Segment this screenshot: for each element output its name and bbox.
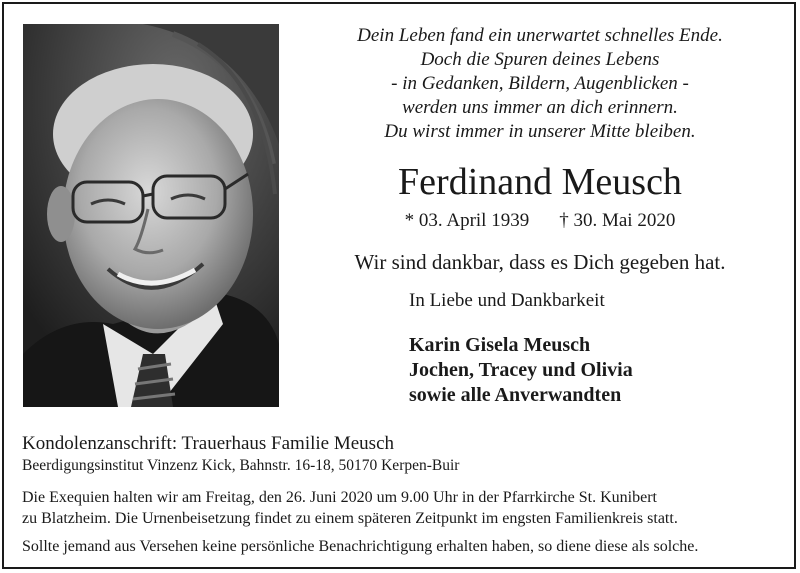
poem-line: Du wirst immer in unserer Mitte bleiben.: [384, 121, 696, 142]
deceased-name: Ferdinand Meusch: [398, 161, 682, 203]
love-line: In Liebe und Dankbarkeit: [409, 290, 605, 311]
poem-line: Dein Leben fand ein unerwartet schnelles Ende.: [357, 25, 723, 46]
thanks-line: Wir sind dankbar, dass es Dich gegeben hat.: [354, 250, 726, 274]
family-member: Karin Gisela Meusch: [409, 334, 591, 356]
service-line: zu Blatzheim. Die Urnenbeisetzung findet zu einem späteren Zeitpunkt im engsten Familienkreis statt.: [22, 510, 678, 527]
service-line: Die Exequien halten wir am Freitag, den 26. Juni 2020 um 9.00 Uhr in der Pfarrkirche St. Kunibert: [22, 489, 657, 506]
portrait-photo: [23, 24, 279, 407]
poem-line: werden uns immer an dich erinnern.: [402, 97, 678, 118]
funeral-home: Beerdigungsinstitut Vinzenz Kick, Bahnstr. 16-18, 50170 Kerpen-Buir: [22, 457, 460, 474]
family-signatures: [409, 333, 633, 408]
memorial-poem: [300, 24, 780, 144]
condolence-address: Kondolenzanschrift: Trauerhaus Familie Meusch: [22, 433, 395, 454]
family-member: Jochen, Tracey und Olivia: [409, 359, 633, 381]
service-info: [22, 487, 678, 529]
death-date: † 30. Mai 2020: [559, 210, 676, 231]
notification-disclaimer: Sollte jemand aus Versehen keine persönliche Benachrichtigung erhalten haben, so diene diese als solche.: [22, 538, 699, 555]
family-member: sowie alle Anverwandten: [409, 384, 622, 406]
poem-line: - in Gedanken, Bildern, Augenblicken -: [391, 73, 689, 94]
birth-date: * 03. April 1939: [404, 210, 530, 231]
poem-line: Doch die Spuren deines Lebens: [420, 49, 660, 70]
life-dates: [300, 209, 780, 233]
